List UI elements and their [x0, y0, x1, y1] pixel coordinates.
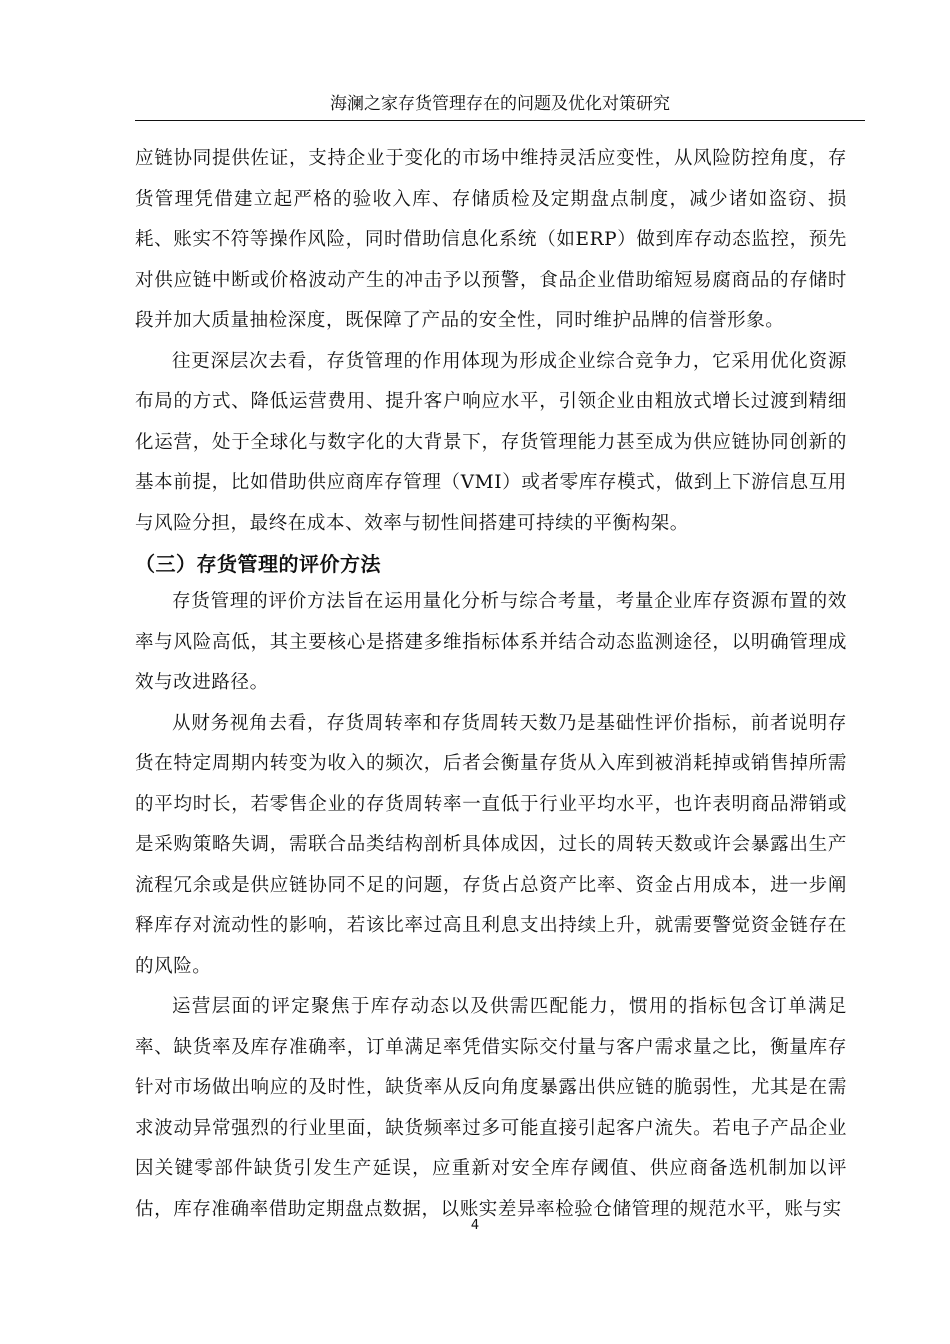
running-header: 海澜之家存货管理存在的问题及优化对策研究	[330, 94, 670, 114]
paragraph: 运营层面的评定聚焦于库存动态以及供需匹配能力，惯用的指标包含订单满足率、缺货率及库存准确率，订单满足率凭借实际交付量与客户需求量之比，衡量库存针对市场做出响应的及时性，缺货率从反向角度暴露出供应链的脆弱性，尤其是在需求波动异常强烈的行业里面，缺货频率过多可能直接引起客户流失。若电子产品企业因关键零部件缺货引发生产延误，应重新对安全库存阈值、供应商备选机制加以评估，库存准确率借助定期盘点数据，以账实差异率检验仓储管理的规范水平，账与实	[135, 996, 847, 1220]
body-text	[135, 139, 847, 1230]
paragraph: 从财务视角去看，存货周转率和存货周转天数乃是基础性评价指标，前者说明存货在特定周期内转变为收入的频次，后者会衡量存货从入库到被消耗掉或销售掉所需的平均时长，若零售企业的存货周转率一直低于行业平均水平，也许表明商品滞销或是采购策略失调，需联合品类结构剖析具体成因，过长的周转天数或许会暴露出生产流程冗余或是供应链协同不足的问题，存货占总资产比率、资金占用成本，进一步阐释库存对流动性的影响，若该比率过高且利息支出持续上升，就需要警觉资金链存在的风险。	[135, 712, 847, 977]
paragraph: 存货管理的评价方法旨在运用量化分析与综合考量，考量企业库存资源布置的效率与风险高低，其主要核心是搭建多维指标体系并结合动态监测途径，以明确管理成效与改进路径。	[135, 591, 847, 693]
paragraph-continued: 应链协同提供佐证，支持企业于变化的市场中维持灵活应变性，从风险防控角度，存货管理凭借建立起严格的验收入库、存储质检及定期盘点制度，减少诸如盗窃、损耗、账实不符等操作风险，同时借助信息化系统（如ERP）做到库存动态监控，预先对供应链中断或价格波动产生的冲击予以预警，食品企业借助缩短易腐商品的存储时段并加大质量抽检深度，既保障了产品的安全性，同时维护品牌的信誉形象。	[135, 148, 847, 331]
section-heading: （三）存货管理的评价方法	[135, 552, 381, 576]
paragraph: 往更深层次去看，存货管理的作用体现为形成企业综合竞争力，它采用优化资源布局的方式、降低运营费用、提升客户响应水平，引领企业由粗放式增长过渡到精细化运营，处于全球化与数字化的大背景下，存货管理能力甚至成为供应链协同创新的基本前提，比如借助供应商库存管理（VMI）或者零库存模式，做到上下游信息互用与风险分担，最终在成本、效率与韧性间搭建可持续的平衡构架。	[135, 350, 847, 534]
header-rule	[135, 120, 865, 121]
page-number: 4	[470, 1218, 480, 1233]
